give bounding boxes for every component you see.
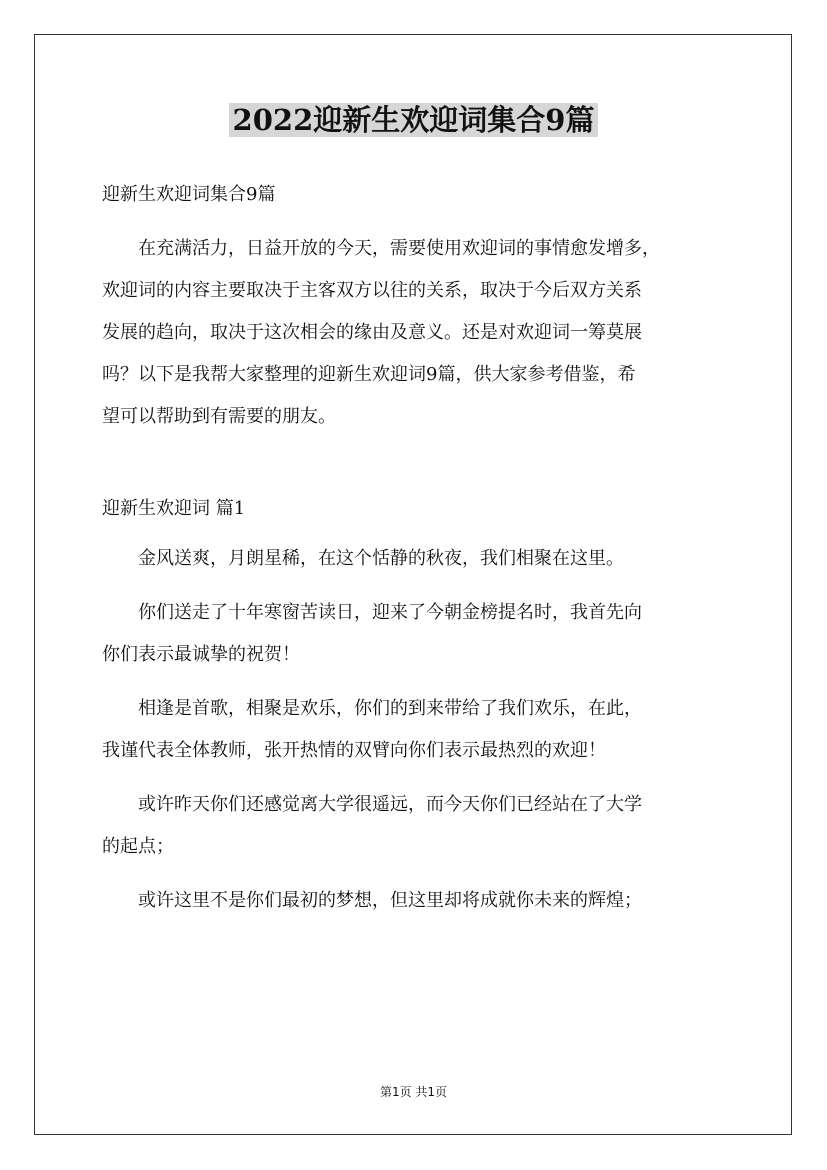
paragraph-line: 你们送走了十年寒窗苦读日，迎来了今朝金榜提名时，我首先向 (138, 602, 642, 623)
paragraph-line: 相逢是首歌，相聚是欢乐，你们的到来带给了我们欢乐，在此， (138, 698, 642, 719)
intro-paragraph (102, 228, 730, 438)
section-paragraph (102, 688, 730, 772)
paragraph-line: 你们表示最诚挚的祝贺！ (102, 644, 300, 665)
section-paragraph (102, 880, 730, 922)
paragraph-line: 的起点； (102, 836, 174, 857)
section-paragraph (102, 538, 730, 580)
intro-line: 在充满活力，日益开放的今天，需要使用欢迎词的事情愈发增多， (138, 238, 660, 259)
paragraph-line: 或许昨天你们还感觉离大学很遥远，而今天你们已经站在了大学 (138, 794, 642, 815)
section-paragraph (102, 592, 730, 676)
page-footer: 第1页 共1页 (379, 1085, 448, 1099)
section-heading: 迎新生欢迎词 篇1 (102, 498, 246, 519)
paragraph-line: 金风送爽，月朗星稀，在这个恬静的秋夜，我们相聚在这里。 (138, 548, 624, 569)
intro-line: 吗？以下是我帮大家整理的迎新生欢迎词9篇，供大家参考借鉴，希 (102, 364, 636, 385)
document-body (102, 174, 730, 922)
document-title (0, 100, 827, 140)
document-subtitle: 迎新生欢迎词集合9篇 (102, 184, 276, 205)
intro-line: 欢迎词的内容主要取决于主客双方以往的关系，取决于今后双方关系 (102, 280, 642, 301)
document-title-text: 2022迎新生欢迎词集合9篇 (229, 103, 599, 137)
section-paragraph (102, 784, 730, 868)
intro-line: 发展的趋向，取决于这次相会的缘由及意义。还是对欢迎词一筹莫展 (102, 322, 642, 343)
paragraph-line: 或许这里不是你们最初的梦想，但这里却将成就你未来的辉煌； (138, 890, 642, 911)
paragraph-line: 我谨代表全体教师，张开热情的双臂向你们表示最热烈的欢迎！ (102, 740, 606, 761)
intro-line: 望可以帮助到有需要的朋友。 (102, 406, 336, 427)
